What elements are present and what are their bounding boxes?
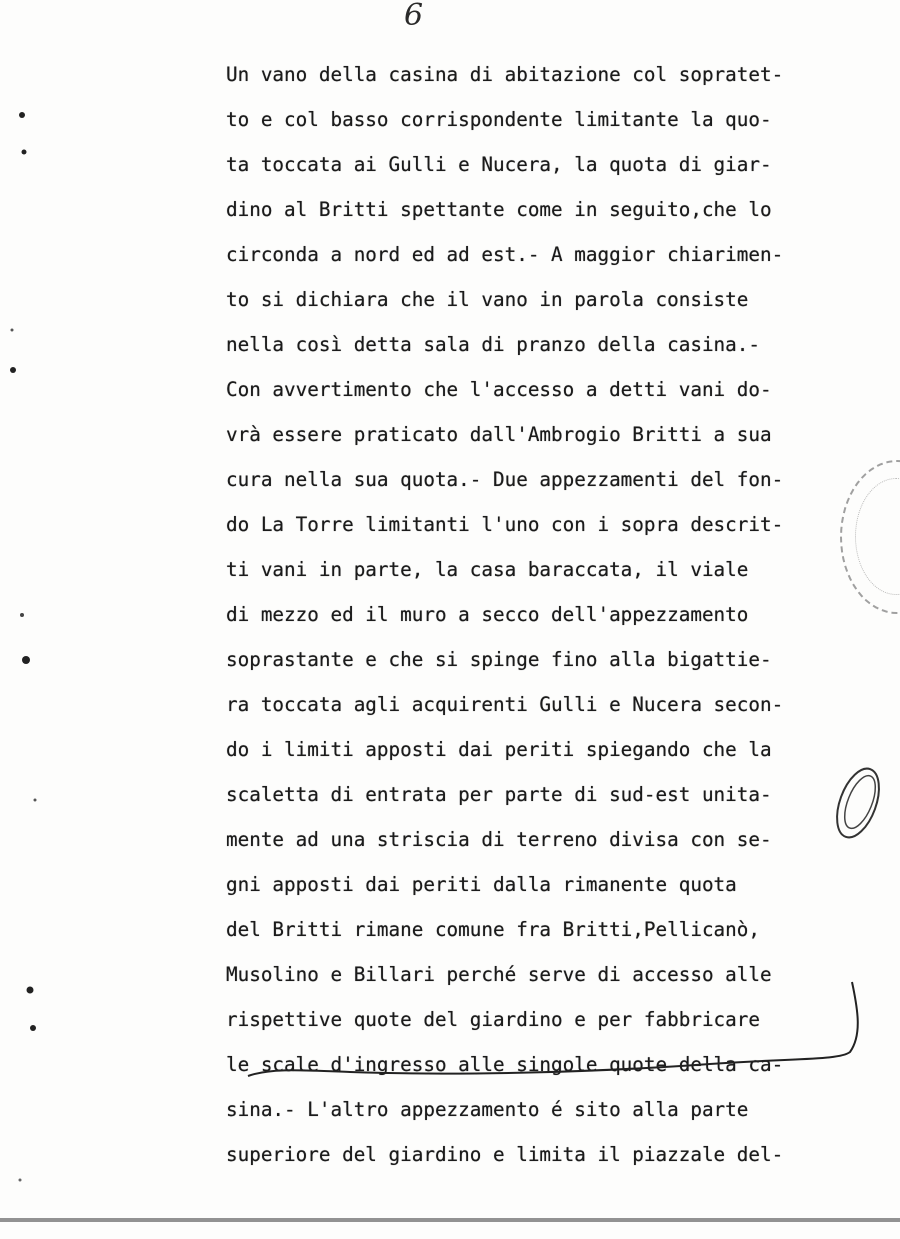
handwritten-bracket-mark xyxy=(240,980,880,1090)
text-line: cura nella sua quota.- Due appezzamenti del fon- xyxy=(226,468,784,491)
text-line: gni apposti dai periti dalla rimanente quota xyxy=(226,873,737,896)
text-line: scaletta di entrata per parte di sud-est unita- xyxy=(226,783,772,806)
text-line: superiore del giardino e limita il piazzale del- xyxy=(226,1143,784,1166)
text-line: Con avvertimento che l'accesso a detti vani do- xyxy=(226,378,772,401)
scan-bottom-edge xyxy=(0,1218,900,1222)
text-line: soprastante e che si spinge fino alla bigattie- xyxy=(226,648,772,671)
text-line: vrà essere praticato dall'Ambrogio Britti a sua xyxy=(226,423,772,446)
text-line: ta toccata ai Gulli e Nucera, la quota di giar- xyxy=(226,153,772,176)
text-line: do La Torre limitanti l'uno con i sopra descrit- xyxy=(226,513,784,536)
text-line: circonda a nord ed ad est.- A maggior chiarimen- xyxy=(226,243,784,266)
text-line: dino al Britti spettante come in seguito,che lo xyxy=(226,198,772,221)
text-line: do i limiti apposti dai periti spiegando che la xyxy=(226,738,772,761)
text-line: to si dichiara che il vano in parola consiste xyxy=(226,288,749,311)
text-line: le scale d'ingresso alle singole quote della ca- xyxy=(226,1053,784,1076)
text-line: ti vani in parte, la casa baraccata, il viale xyxy=(226,558,749,581)
text-line: ra toccata agli acquirenti Gulli e Nucera secon- xyxy=(226,693,784,716)
text-line: Un vano della casina di abitazione col sopratet- xyxy=(226,63,784,86)
page-number: 6 xyxy=(404,0,424,33)
text-line: to e col basso corrispondente limitante la quo- xyxy=(226,108,772,131)
text-line: mente ad una striscia di terreno divisa con se- xyxy=(226,828,772,851)
text-line: del Britti rimane comune fra Britti,Pellicanò, xyxy=(226,918,760,941)
text-line: rispettive quote del giardino e per fabbricare xyxy=(226,1008,760,1031)
scan-margin-speckles xyxy=(0,0,60,1239)
text-line: di mezzo ed il muro a secco dell'appezzamento xyxy=(226,603,749,626)
handwritten-oval-mark xyxy=(828,758,888,848)
text-line: nella così detta sala di pranzo della casina.- xyxy=(226,333,760,356)
text-line: Musolino e Billari perché serve di accesso alle xyxy=(226,963,772,986)
text-line: sina.- L'altro appezzamento é sito alla parte xyxy=(226,1098,749,1121)
